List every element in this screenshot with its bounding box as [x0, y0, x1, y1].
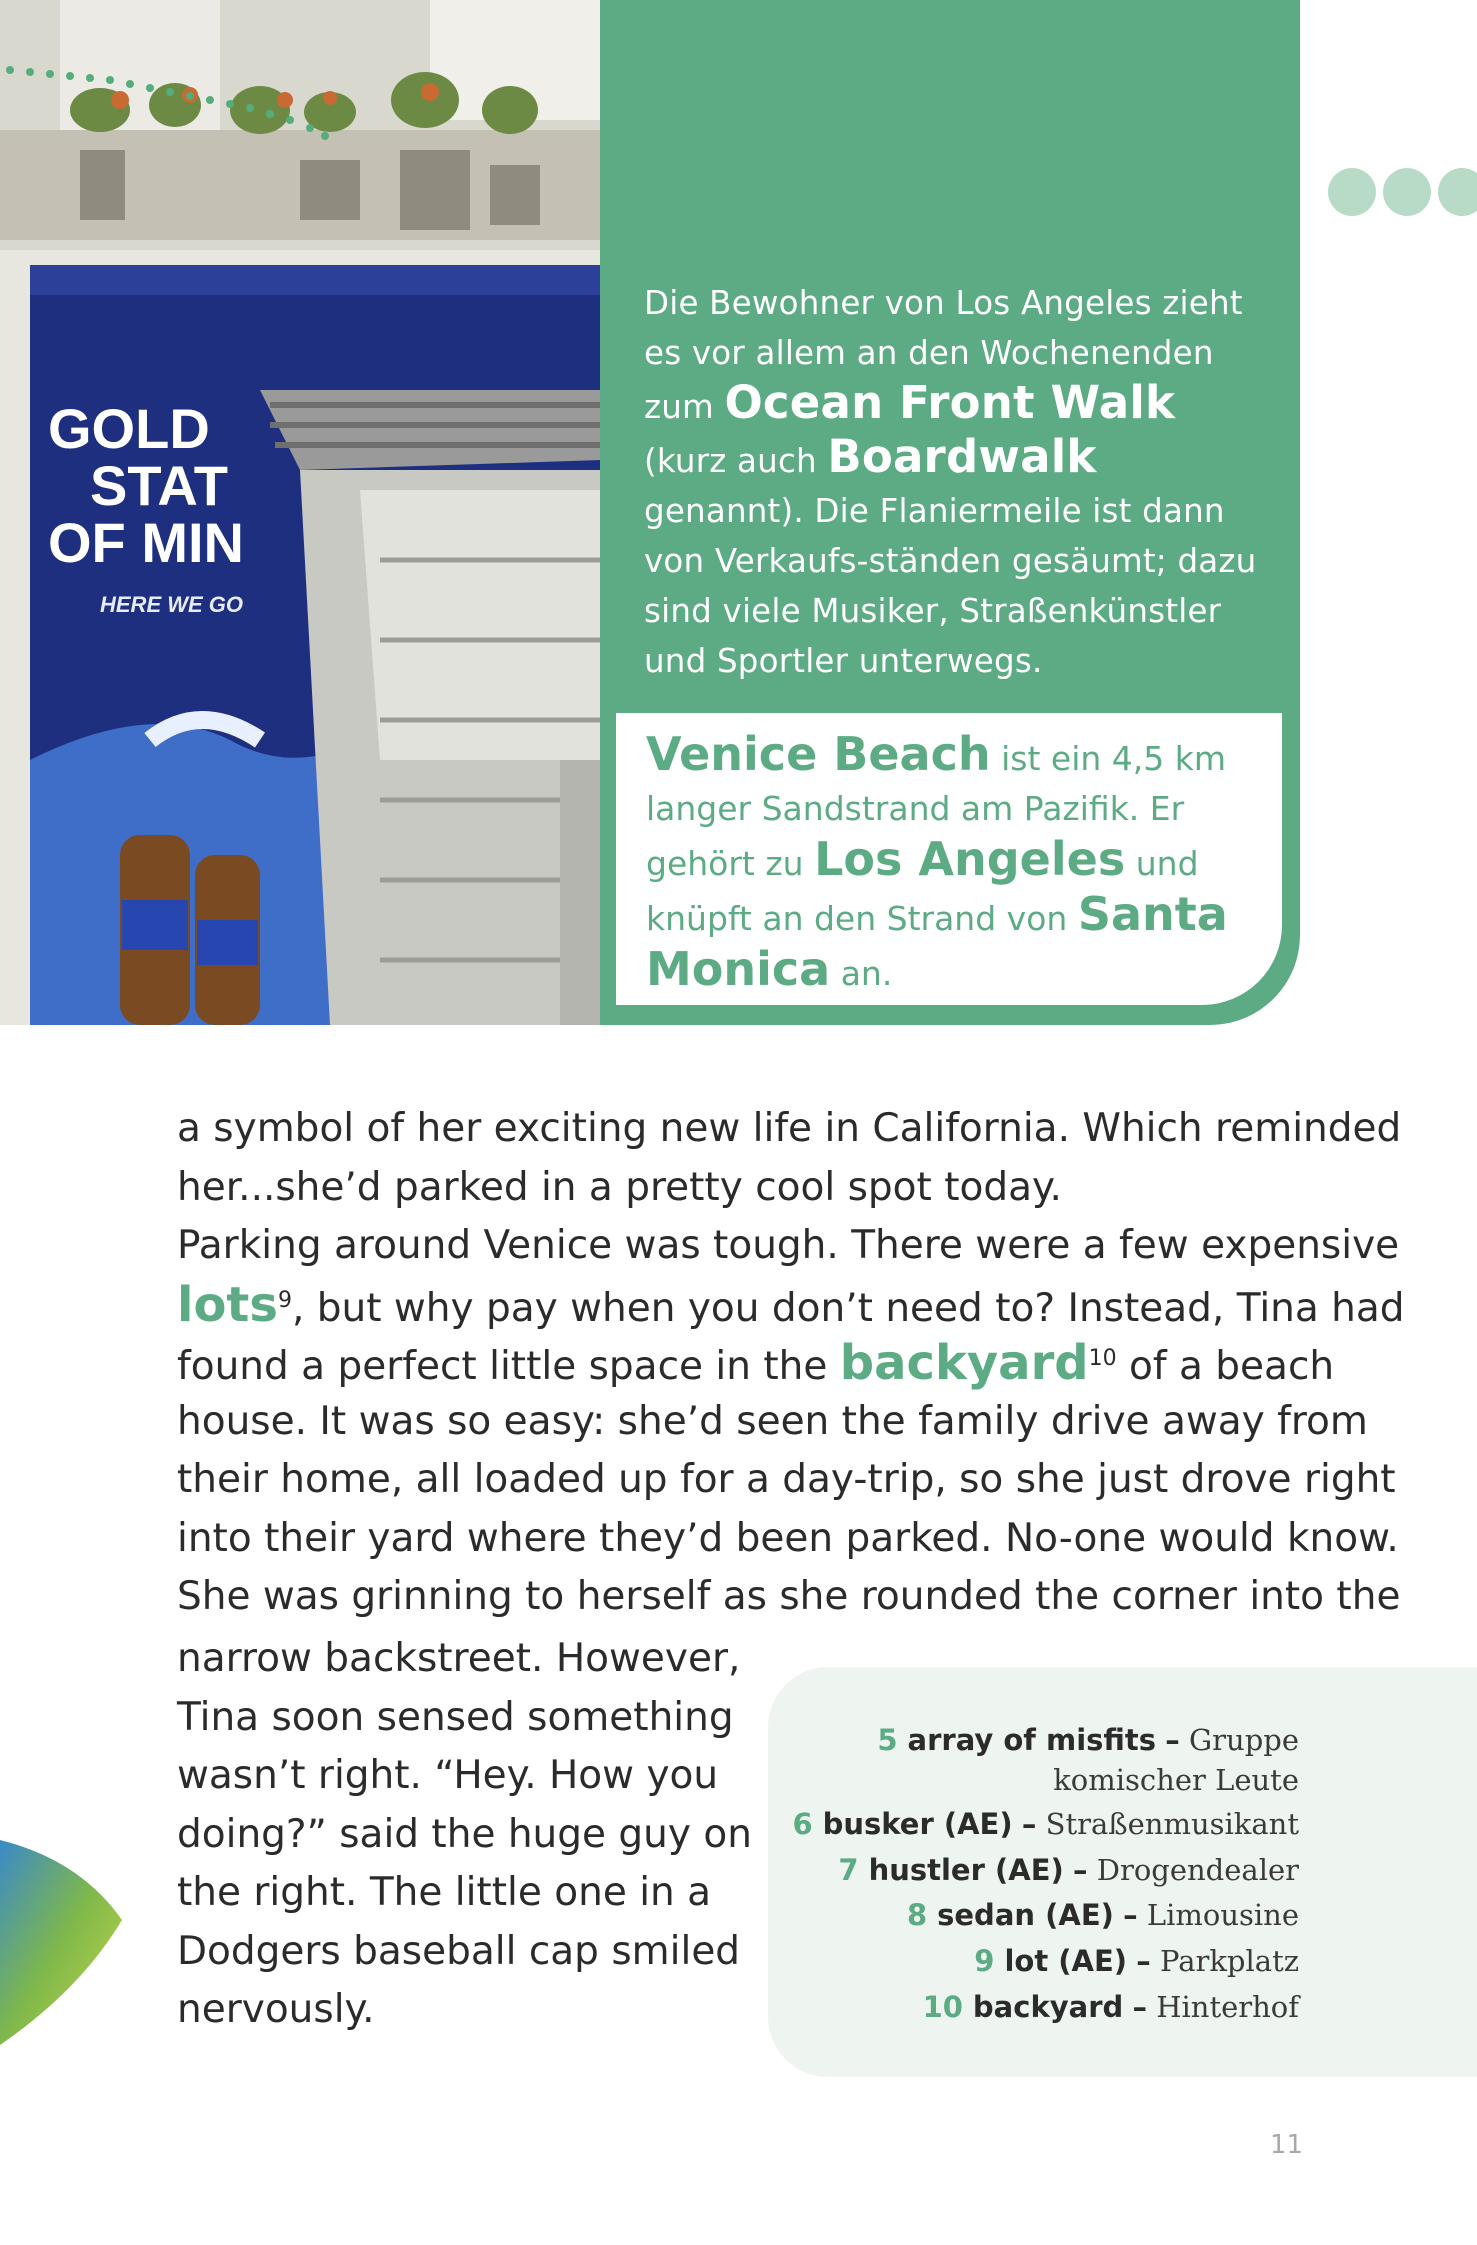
venice-info-box [616, 713, 1282, 1005]
story-line-part: , but why pay when you don’t need to? Instead, Tina had [291, 1285, 1405, 1331]
header-photo [0, 0, 600, 1025]
glossary-dash: – [1021, 1807, 1037, 1841]
glossary-term: lot (AE) [1004, 1944, 1128, 1978]
billboard-subline: HERE WE GO [100, 592, 244, 617]
glossary-entry-continued [1053, 1758, 1299, 1802]
story-text [177, 1100, 1405, 1627]
glossary-number: 5 [877, 1723, 898, 1757]
glossary-term: sedan (AE) [937, 1898, 1114, 1932]
story-line [177, 1276, 1405, 1335]
glossary-entry [923, 1985, 1299, 2029]
keyword-lots: lots [177, 1276, 278, 1333]
story-line: her...she’d parked in a pretty cool spot today. [177, 1164, 1062, 1210]
panel-highlight-boardwalk: Boardwalk [827, 430, 1097, 483]
keyword-backyard: backyard [839, 1335, 1089, 1391]
info-highlight-venice-beach: Venice Beach [646, 727, 991, 781]
glossary-definition: Hinterhof [1156, 1990, 1299, 2024]
glossary-number: 7 [838, 1853, 859, 1887]
leaf-icon [0, 1820, 130, 2050]
story-line: house. It was so easy: she’d seen the family drive away from [177, 1398, 1368, 1444]
glossary-entry [838, 1848, 1299, 1892]
panel-highlight-ocean-front-walk: Ocean Front Walk [724, 376, 1176, 429]
glossary-definition-line-2: komischer Leute [1053, 1763, 1299, 1797]
glossary-entry [974, 1939, 1299, 1983]
story-line: a symbol of her exciting new life in California. Which reminded [177, 1106, 1402, 1151]
story-line: wasn’t right. “Hey. How you [177, 1753, 719, 1798]
story-line: Dodgers baseball cap smiled [177, 1928, 741, 1974]
glossary-entry [907, 1893, 1299, 1937]
story-line: their home, all loaded up for a day-trip, so she just drove right [177, 1457, 1396, 1502]
glossary-dash: – [1132, 1990, 1147, 2024]
story-line: doing?” said the huge guy on [177, 1811, 752, 1857]
info-text-2: und knüpft an den Strand von [646, 844, 1199, 938]
billboard-line-3: OF MIN [48, 511, 244, 574]
dot-icon [1438, 168, 1477, 216]
glossary-definition: Limousine [1146, 1898, 1299, 1932]
glossary-number: 6 [792, 1807, 813, 1841]
panel-text-2: (kurz auch [644, 442, 817, 480]
glossary-dash: – [1072, 1853, 1088, 1887]
info-panel [600, 0, 1300, 1025]
panel-text-1: Die Bewohner von Los Angeles zieht es vor allem an den Wochenenden zum [644, 284, 1243, 426]
story-line: the right. The little one in a [177, 1870, 712, 1915]
panel-text-3: genannt). Die Flaniermeile ist dann von Verkaufs-ständen gesäumt; dazu sind viele Musiker, Straßenkünstler und Sportler unterwegs. [644, 492, 1257, 680]
glossary-definition: Straßenmusikant [1045, 1807, 1299, 1841]
panel-paragraph [644, 278, 1264, 686]
billboard-line-1: GOLD [48, 397, 210, 460]
glossary-definition: Parkplatz [1160, 1944, 1299, 1978]
glossary-term: busker (AE) [822, 1807, 1013, 1841]
story-narrow-column [177, 1630, 752, 2040]
footnote-ref-10: 10 [1088, 1346, 1117, 1371]
billboard-line-2: STAT [90, 454, 228, 517]
glossary-dash: – [1136, 1944, 1151, 1978]
glossary-term: backyard [972, 1990, 1124, 2024]
story-line-part: found a perfect little space in the [177, 1344, 828, 1389]
glossary-number: 8 [906, 1898, 928, 1932]
glossary-number: 10 [922, 1990, 963, 2024]
story-line: She was grinning to herself as she rounded the corner into the [177, 1574, 1401, 1619]
info-highlight-santa-monica: Santa Monica [646, 887, 1228, 996]
story-line: into their yard where they’d been parked. No-one would know. [177, 1515, 1399, 1561]
glossary-entry [877, 1718, 1299, 1762]
footnote-ref-9: 9 [277, 1287, 292, 1313]
story-line: narrow backstreet. However, [177, 1636, 741, 1681]
glossary-definition: Gruppe [1189, 1723, 1299, 1757]
info-text-1: ist ein 4,5 km langer Sandstrand am Pazifik. Er gehört zu [646, 739, 1227, 883]
story-line: Tina soon sensed something [177, 1694, 734, 1740]
glossary-term: array of misfits [907, 1723, 1157, 1757]
story-line: nervously. [177, 1987, 375, 2032]
glossary-term: hustler (AE) [868, 1853, 1064, 1887]
story-line [177, 1334, 1335, 1393]
glossary-dash: – [1165, 1723, 1180, 1757]
dot-icon [1328, 168, 1376, 216]
glossary-entry [792, 1802, 1299, 1846]
info-text-3: an. [840, 954, 893, 993]
info-highlight-los-angeles: Los Angeles [814, 832, 1126, 886]
page-number: 11 [1270, 2130, 1304, 2160]
leaf-decoration [0, 1820, 130, 2054]
story-line-part: of a beach [1129, 1344, 1335, 1389]
photo-illustration [0, 0, 600, 1025]
story-line: Parking around Venice was tough. There were a few expensive [177, 1223, 1400, 1268]
glossary-definition: Drogendealer [1096, 1853, 1299, 1887]
dot-icon [1383, 168, 1431, 216]
venice-info-text [646, 729, 1266, 999]
glossary-dash: – [1123, 1898, 1138, 1932]
glossary-number: 9 [974, 1944, 995, 1978]
